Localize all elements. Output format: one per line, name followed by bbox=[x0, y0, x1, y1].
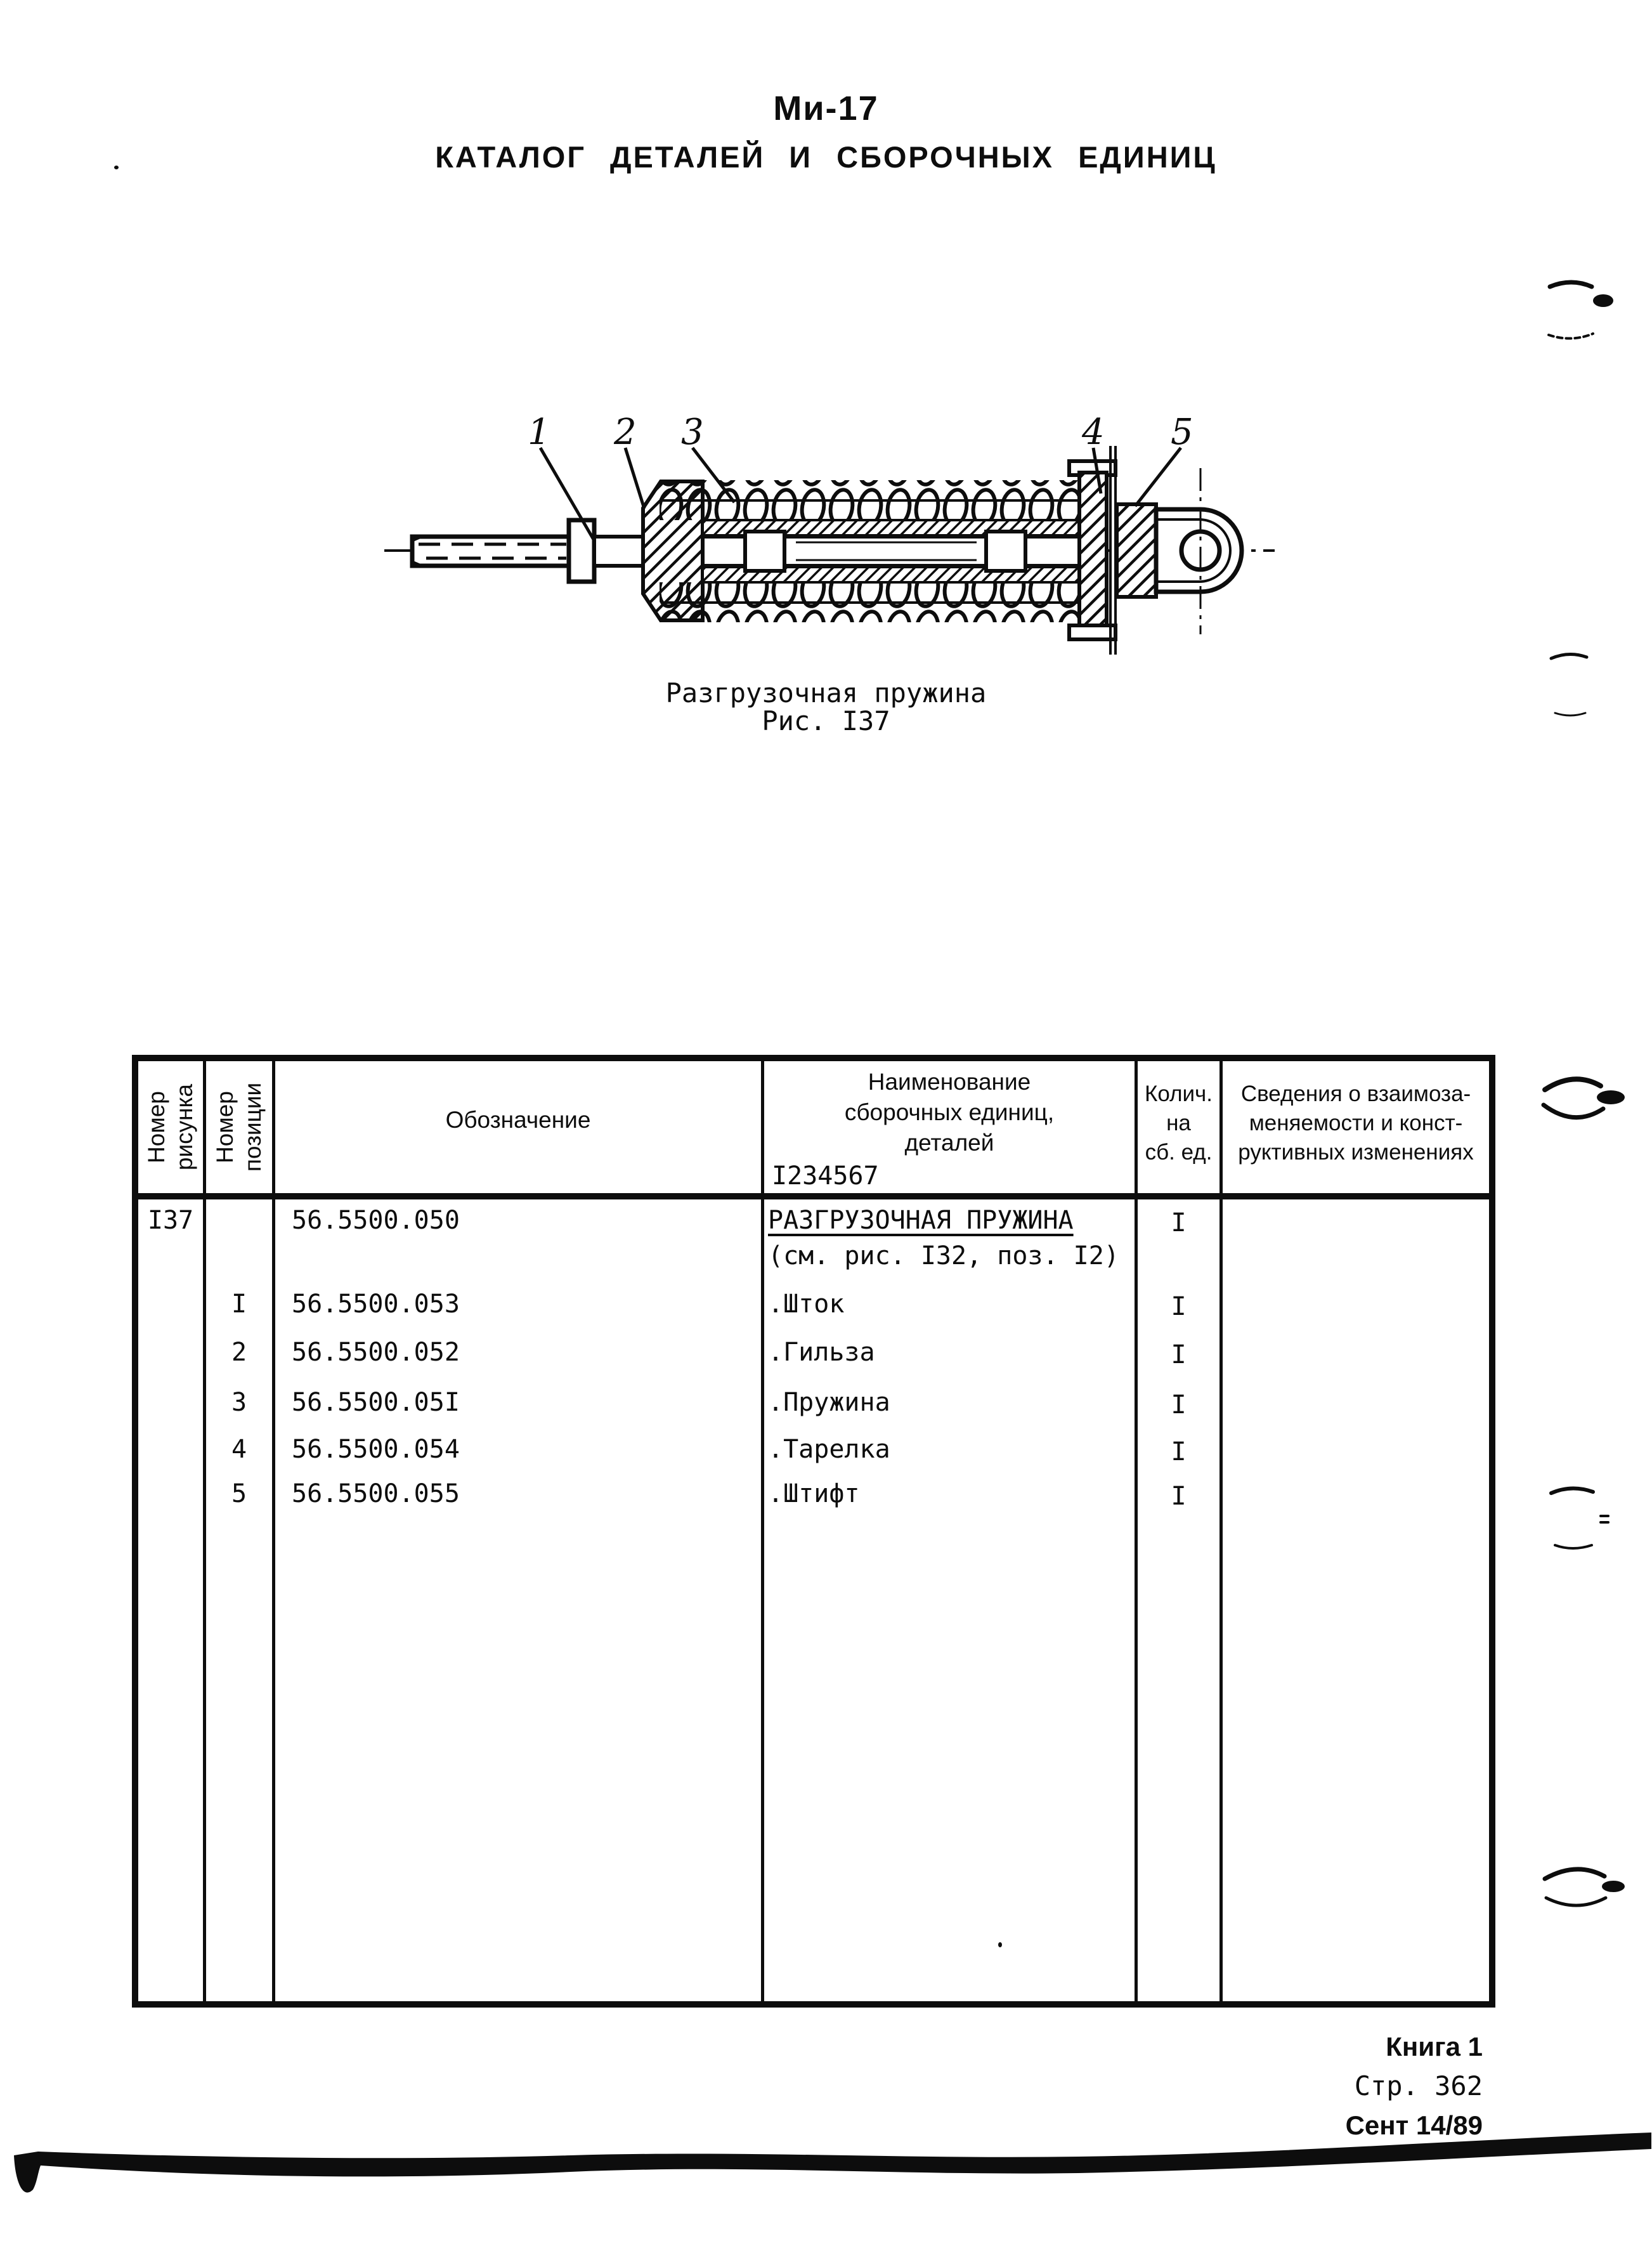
page-subtitle: КАТАЛОГ ДЕТАЛЕЙ И СБОРОЧНЫХ ЕДИНИЦ bbox=[435, 140, 1217, 174]
col-figure-number bbox=[138, 1199, 206, 2001]
header-name-code: I234567 bbox=[772, 1161, 879, 1191]
quantity-value: I bbox=[1171, 1208, 1187, 1238]
position-value: 5 bbox=[231, 1479, 247, 1508]
callout-4: 4 bbox=[1082, 412, 1105, 453]
part-name: .Тарелка bbox=[768, 1435, 890, 1464]
part-name-note: (см. рис. I32, поз. I2) bbox=[768, 1241, 1119, 1270]
col-name bbox=[764, 1199, 1138, 2001]
scan-speck bbox=[998, 1942, 1002, 1947]
quantity-value: I bbox=[1171, 1437, 1187, 1466]
header-designation: Обозначение bbox=[275, 1061, 764, 1199]
figure-number-value: I37 bbox=[147, 1206, 194, 1235]
designation-value: 56.5500.052 bbox=[292, 1338, 460, 1367]
footer-page: Стр. 362 bbox=[1354, 2070, 1483, 2101]
header-name: Наименование сборочных единиц, деталей I234567 bbox=[764, 1061, 1138, 1199]
header-figure-number: Номер рисунка bbox=[138, 1061, 206, 1199]
designation-value: 56.5500.054 bbox=[292, 1435, 460, 1464]
rod-collar bbox=[569, 520, 594, 582]
col-quantity bbox=[1138, 1199, 1223, 2001]
col-interchangeability bbox=[1223, 1199, 1489, 2001]
scan-speck bbox=[114, 166, 119, 169]
footer-book: Книга 1 bbox=[1386, 2032, 1483, 2061]
designation-value: 56.5500.05I bbox=[292, 1388, 460, 1417]
designation-value: 56.5500.055 bbox=[292, 1479, 460, 1508]
part-name: .Шток bbox=[768, 1290, 845, 1319]
parts-table bbox=[132, 1055, 1495, 2008]
pin bbox=[1110, 446, 1115, 655]
header-position-number: Номер позиции bbox=[206, 1061, 275, 1199]
position-value: 2 bbox=[231, 1338, 247, 1367]
callout-3: 3 bbox=[681, 412, 704, 453]
part-name: РАЗГРУЗОЧНАЯ ПРУЖИНА bbox=[768, 1206, 1074, 1235]
header-interchangeability: Сведения о взаимоза- меняемости и конст- руктивных изменениях bbox=[1223, 1061, 1489, 1199]
position-value: 4 bbox=[231, 1435, 247, 1464]
quantity-value: I bbox=[1171, 1292, 1187, 1321]
position-value: 3 bbox=[231, 1388, 247, 1417]
callout-5: 5 bbox=[1171, 412, 1193, 453]
col-designation bbox=[275, 1199, 764, 2001]
part-name: .Гильза bbox=[768, 1338, 875, 1367]
eye-end-block bbox=[1117, 468, 1242, 634]
callout-1: 1 bbox=[528, 412, 550, 453]
part-name: .Пружина bbox=[768, 1388, 890, 1417]
header-quantity: Колич. на сб. ед. bbox=[1138, 1061, 1223, 1199]
footer-date: Сент 14/89 bbox=[1345, 2110, 1483, 2140]
page-title: Ми-17 bbox=[773, 89, 879, 127]
rod-threaded-end bbox=[412, 537, 571, 566]
designation-value: 56.5500.053 bbox=[292, 1290, 460, 1319]
position-value: I bbox=[231, 1290, 247, 1319]
figure-number: Рис. I37 bbox=[762, 705, 890, 736]
designation-value: 56.5500.050 bbox=[292, 1206, 460, 1235]
quantity-value: I bbox=[1171, 1390, 1187, 1420]
quantity-value: I bbox=[1171, 1482, 1187, 1511]
part-name: .Штифт bbox=[768, 1479, 860, 1508]
binder-ring-marks bbox=[1544, 282, 1625, 1905]
quantity-value: I bbox=[1171, 1340, 1187, 1369]
figure-caption: Разгрузочная пружина bbox=[665, 677, 987, 709]
col-position-number bbox=[206, 1199, 275, 2001]
callout-2: 2 bbox=[614, 412, 637, 453]
footer-block bbox=[1346, 2027, 1483, 2145]
